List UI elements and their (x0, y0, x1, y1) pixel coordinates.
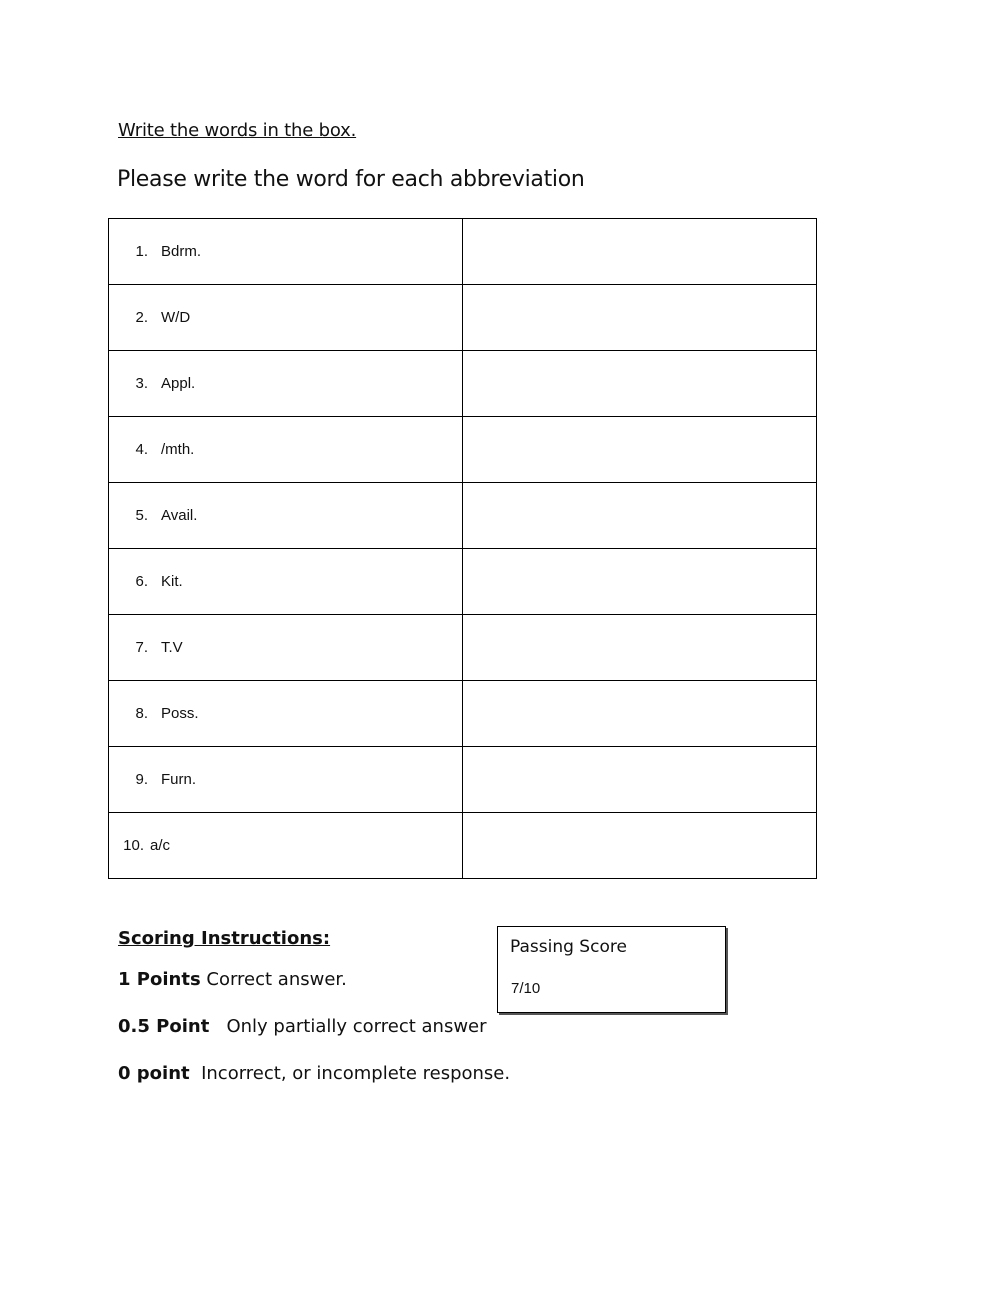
abbreviation-cell (109, 615, 463, 681)
abbreviation-cell (109, 681, 463, 747)
abbreviation-text: Poss. (161, 705, 199, 722)
item-number: 8. (135, 705, 148, 722)
item-number: 5. (135, 507, 148, 524)
passing-score-value: 7/10 (511, 980, 541, 997)
abbreviation-text: Kit. (161, 573, 183, 590)
abbreviation-cell (109, 813, 463, 879)
abbreviation-cell (109, 747, 463, 813)
scoring-heading: Scoring Instructions: (118, 928, 331, 949)
table-row (109, 813, 817, 879)
table-row (109, 483, 817, 549)
table-row (109, 615, 817, 681)
answer-cell[interactable] (463, 615, 817, 681)
instruction-text: Write the words in the box. (118, 120, 357, 141)
answer-cell[interactable] (463, 549, 817, 615)
abbreviation-text: Bdrm. (161, 243, 202, 260)
answer-cell[interactable] (463, 681, 817, 747)
abbreviation-cell (109, 417, 463, 483)
passing-score-label: Passing Score (510, 937, 627, 957)
item-number: 7. (135, 639, 148, 656)
abbreviation-cell (109, 549, 463, 615)
answer-cell[interactable] (463, 417, 817, 483)
abbreviation-text: W/D (161, 309, 191, 326)
scoring-rule (118, 1016, 510, 1043)
abbreviation-text: a/c (150, 837, 171, 854)
item-number: 1. (135, 243, 148, 260)
table-row (109, 417, 817, 483)
answer-cell[interactable] (463, 219, 817, 285)
rule-description: Incorrect, or incomplete response. (201, 1063, 511, 1084)
passing-score-box (497, 926, 726, 1013)
answer-cell[interactable] (463, 483, 817, 549)
table-row (109, 747, 817, 813)
worksheet-subtitle: Please write the word for each abbreviation (117, 167, 585, 192)
item-number: 6. (135, 573, 148, 590)
abbreviation-cell (109, 219, 463, 285)
abbreviation-text: Avail. (161, 507, 198, 524)
item-number: 4. (135, 441, 148, 458)
answer-cell[interactable] (463, 351, 817, 417)
table-row (109, 351, 817, 417)
table-row (109, 285, 817, 351)
abbreviation-text: Appl. (161, 375, 196, 392)
abbreviation-cell (109, 483, 463, 549)
answer-cell[interactable] (463, 747, 817, 813)
item-number: 9. (135, 771, 148, 788)
abbreviation-table (108, 218, 817, 879)
rule-points: 1 Points (118, 969, 201, 990)
abbreviation-text: T.V (161, 639, 183, 656)
item-number: 2. (135, 309, 148, 326)
rule-points: 0.5 Point (118, 1016, 210, 1037)
table-row (109, 549, 817, 615)
rule-description: Correct answer. (206, 969, 347, 990)
abbreviation-cell (109, 285, 463, 351)
answer-cell[interactable] (463, 813, 817, 879)
scoring-rule (118, 969, 510, 996)
table-row (109, 681, 817, 747)
rule-points: 0 point (118, 1063, 190, 1084)
abbreviation-cell (109, 351, 463, 417)
abbreviation-text: Furn. (161, 771, 197, 788)
scoring-instructions (118, 928, 510, 1110)
item-number: 3. (135, 375, 148, 392)
item-number: 10. (123, 837, 144, 854)
scoring-rule (118, 1063, 510, 1090)
answer-cell[interactable] (463, 285, 817, 351)
rule-description: Only partially correct answer (226, 1016, 487, 1037)
table-row (109, 219, 817, 285)
abbreviation-text: /mth. (161, 441, 195, 458)
